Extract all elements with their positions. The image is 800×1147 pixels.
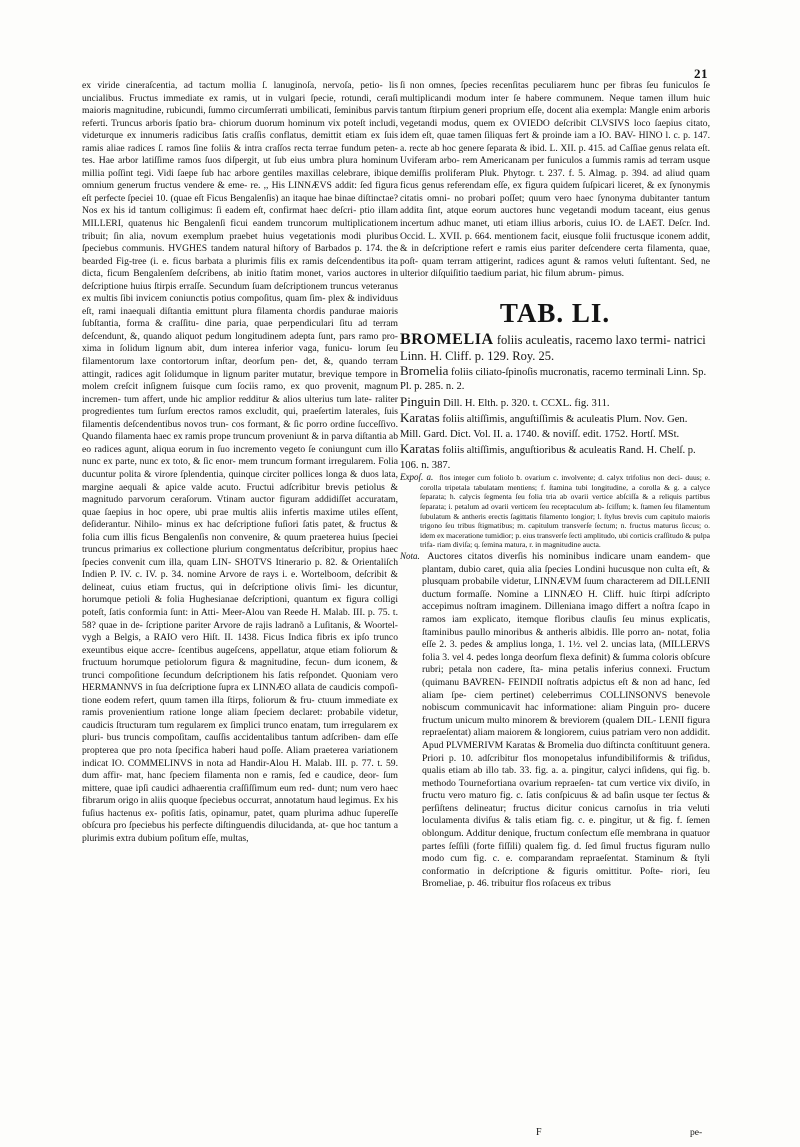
left-column-text: ex viride cineraſcentia, ad tactum mollia ſ. lanuginoſa, nervoſa, petio- lis uncialibus. Fructus immediate ex ramis, ut in vulgari ſpecie, rotundi, ceraſi maioris magnitudine, rubicundi, ſummo circumſerrati umbilicati, ſeminibus parvis referti. Truncus arboris ſpatio bra- chiorum duorum hominum vix poteſt includi, videturque ex innumeris radicibus ſatis craſſis conflatus, demittit etiam ex ſuis ramis aliae radices ſ. ramos ſine foliis & intra craſſos recta terrae fundum peten- tes. Hae arbor latiſſime ramos ſuos diſpergit, ut ſub eius umbra plura hominum millia poſſint tegi. Vidi ſaepe ſub hac arbore gentiles maxillas celebrare, ibique omnium generum fructus vendere & eme- re. ,, His LINNÆVS addit: ſed figura eſt perfecte ſpeciei 10. (quae eſt Ficus Bengalenſis) an itaque hae binae diſtinctae? Nos ex his id tantum colligimus: ſi eadem eſt, confirmat haec deſcri- ptio illam MILLERI, quatenus hic Bengalenſi ficui eandem truncorum multiplicationem tribuit; ſin alia, novum exemplum praebet huius vegetationis modi pluribus ſpeciebus communis. HVGHES tandem natural hiſtory of Barbados p. 174. the bearded Fig-tree (i. e. ficus barbata a plurimis filis ex ramis deſcendentibus ita dicta, ficum Bengalenſem deſcribens, ab initio ſtatim monet, varios auctores in deſcriptione huius ſtirpis erraſſe. Secundum ſuam deſcriptionem truncus veteranus ex multis ſibi invicem coniunctis potius compoſitus, quam ſim- plex & individuus eſt, rami inaequali diſtantia emittunt plura filamenta chordis pandurae maioris ſubſtantia, forma & craſſitu- dine paria, quae perpendiculari ſitu ad terram deſcendunt, &, quando aliquot pedum longitudinem adepta ſunt, pars ramo pro- xima in ſolidum lignum abit, dum interea inferior vaga, funicu- lorum ſeu filamentorum laxe contortorum inſtar, deorſum pen- det, &, quando terram attingit, radices agit ſolidumque in lignum pariter mutatur, brevique tempore in molem creſcit inſignem ſuisque cum ſociis ramo, ex quo provenit, magnum incremen- tum affert, unde hic amplior redditur & alios ulterius tum late- raliter progredientes tum ſurſum erectos ramos excludit, qui, praeſertim laterales, ſuis filamentis deſcendentibus novos trun- cos formant, & ſic porro ordine ſucceſſivo. Quando filamenta haec ex ramis prope truncum proveniunt & in parva diſtantia ab eo radices agunt, aliqua eorum in ſuo incremento vegeto ſe coniungunt cum illo nunc ex parte, nunc ex toto, & ſic enor- mem truncum formant irregularem. Folia ducuntur polita & virore ſplendentia, quinque circiter pollices longa & duos lata, margine aequali & apice valde acuto. Fructui adſcribitur brevis petiolus & magnitudo parvorum ceraſorum. Vtinam auctor figuram addidiſſet accuratam, quae ſaepius in hoc opere, ubi prae multis aliis infertis maxime utiles eſſent, deſiderantur. Nihilo- minus ex hac deſcriptione fuſiori ſatis patet, & fructus & folia cum illis ficus Bengalenſis non convenire, & quum praeterea huius ſpeciei truncus primarius ex collectione plurium congmentatus deſcribitur, propius haec ſpecies convenit cum illa, quam LIN- SHOTVS Itinerario p. 82. & Orientaliſch Indien P. IV. c. IV. p. 34. nomine Arvore de rays i. e. Wortelboom, deſcribit & delineat, cuius etiam fructus, qui in deſcriptione olivis ſimi- les dicuntur, horumque petioli & folia Hughesianae deſcriptioni, quantum ex figura colligi poteſt, ſatis conformia ſunt: in Atti- Meer-Alou van Reede H. Malab. III. p. 75. t. 58? quae in de- ſcriptione pariter Arvore de rajis ladranõ a Luſitanis, & Woortel-vygh a Belgis, a RAIO vero Hiſt. II. 1438. Ficus Indica fibris ex ipſo trunco exeuntibus eique accre- ſcentibus augeſcens, appellatur, atque etiam foliorum & fructuum horumque petiolorum figura & magnitudine, fecun- dum iconem, & trunci compoſitione ſecundum deſcriptionem his ſatis reſpondet. Quoniam vero HERMANNVS in ſua deſcriptione ſupra ex LINNÆO allata de caudicis compoſi- tione eodem refert, quum tamen illa ſtirps, foliorum & fru- ctuum immediate ex ramis provenientium ratione longe aliam ſpeciem declaret: probabile videtur, caudicis ſtructuram tum regularem ex ſimplici trunco enatam, tum irregularem ex pluri- bus truncis compoſitam, cauſſis accidentalibus tantum adſcriben- dam eſſe propterea que pro nota ſpecifica haberi haud poſſe. Aliam praeterea variationem indicat IO. COMMELINVS in nota ad Handir-Alou H. Malab. III. p. 77. t. 59. dum affir- mat, hanc ſpeciem filamenta non e ramis, ſed e caudice, deor- ſum mittere, quae ipſi caudici adhaerentia craſſiſſimum eum red- dunt; num vero haec fibrarum origo in aliis quoque ſpeciebus occurrat, annotatum haud legimus. Ex his fuſius hactenus ex- poſitis ſatis, opinamur, patet, quam plurima adhuc ſupereſſe obſcura pro ſpeciebus his perfecte diſtinguendis dilucidanda, at- que hoc tantum a plurimis extra dubium poſitum eſſe, multas, (82, 80, 398, 844)
right-column-intro: ſi non omnes, ſpecies recenſitas peculiarem hunc per fibras ſeu funiculos ſe multiplicandi modum inter ſe habere communem. Neque tamen illum huic tantum ſtirpium generi proprium eſſe, docent alia exempla: Mangle enim arboris vegetandi modus, quem ex OVIEDO deſcribit CLVSIVS loco ſaepius citato, idem eſt, quae tamen ſiliquas fert & proinde iam a IO. BAV- HINO l. c. p. 147. a. recte ab hoc genere ſeparata & ibid. L. XII. p. 415. ad Caſſiae genus relata eſt. Uviferam arbo- rem Americanam per funiculos a ſummis ramis ad terram usque demiſſis proliferam Pluk. Phytogr. t. 237. f. 5. Almag. p. 394. ad aliud quam ficus genus referendam eſſe, ex figura quidem ſuſpicari liceret, & ex ſynonymis citatis omni- no probari poſſet; quum vero haec ſynonyma dubitanter tantum addita ſint, atque eorum auctores hunc vegetandi modum taceant, eius genus incertum adhuc manet, uti etiam illius arboris, cuius IO. de LAET. Deſcr. Ind. Occid. L. XVII. p. 664. mentionem facit, eiusque folii fructusque iconem addit, & in deſcriptione refert e ramis eius pariter deſcendere certa filamenta, quae, poſt- quam terram attigerint, radices agunt & ramos veluti ſuſtentant. Sed, ne ulterior diſquiſitio taedium pariat, hic filum abrum- pimus. (400, 80, 710, 280)
explanation-text: flos integer cum foliolo b. ovarium c. involvente; d. calyx trifolius non deci- duus; e. corolla tripetala tabulatam mentiens; f. ſtamina tubi longitudine, a corolla & g. a calyce ſeparata; h. calycis ſegmenta ſeu folia tria ab ovarii vertice abſciſſa & a reliquis partibus ſeparata; i. petalum ad ovarii verticem ſeu receptaculum ab- ſciſſum; k. ſtamen ſeu filamentum ſubulatum & antheris erectis ſagittatis filamento longior; l. ſtylus brevis cum capitulo maioris trigono ſeu tribus ſtigmatibus; m. capitulum transverſe ſectum; n. fructus maturus ſiccus; o. idem ex maceratione tumidior; p. eius transverſe ſecti amplitudo, ubi corticis craſſitudo & pulpa trifa- riam diviſa; q. ſemina matura, r. in magnitudine aucta. (420, 473, 710, 550)
synonym-name: Bromelia (400, 362, 449, 378)
synonym-name: Pinguin (400, 393, 441, 409)
signature-mark: F (536, 1127, 542, 1138)
synonym-text: foliis ciliato-ſpinoſis mucronatis, racemo terminali Linn. Sp. Pl. p. 285. n. 2. (400, 366, 707, 393)
synonym-entry (400, 411, 710, 442)
synonym-text: foliis altiſſimis, anguſtiſſimis & aculeatis Plum. Nov. Gen. Mill. Gard. Dict. Vol. II. a. 1740. & noviſſ. edit. 1752. Hortſ. MSt. (400, 414, 688, 440)
synonym-entry (400, 442, 710, 473)
plate-title: TAB. LI. (499, 297, 611, 328)
synonym-text: Dill. H. Elth. p. 320. t. CCXL. fig. 311. (443, 397, 610, 409)
nota-text: Auctores citatos diverſis his nominibus indicare unam eandem- que plantam, dubio caret, quia alia ſpecies Londini hucusque non culta eſt, & plusquam probabile videtur, LINNÆVM ſuum characterem ad DILLENII ductum formaſſe. Nomine a LINNÆO H. Cliff. huic ſtirpi adſcripto accepimus noſtram imaginem. Dilleniana imago differt a noſtra ſcapo in ramos iam explicato, itemque floribus clauſis ſeu minus explicatis, ſtaminibus paullo minoribus & antheris albidis. Ille porro an- notat, folia eſſe 2. 3. pedes & amplius longa, 1. 1½. vel 2. uncias lata, (MILLERVS folia 3. vel 4. pedes longa deorſum flexa definit) & ſumma coloris obſcure rubri; petala non cadere, ſta- mina petalis inferius connexi. Fructum (quimanu BAVREN- FEINDII noſtratis adpictus eſt & non ad hanc, ſed aliam ſpe- ciem pertinet) celeberrimus COLLINSONVS benevole nobiscum communicavit hac informatione: aliam Pinguin pro- ducere fructum unicum multo minorem & breviorem (qualem DIL- LENII figura repraeſentat) aliam maiorem & longiorem, cuius patriam vero non addidit. Apud PLVMERIVM Karatas & Bromelia duo diſtincta conſtituunt genera. Priori p. 10. adſcribitur flos monopetalus infundibiliformis & triſidus, qualis etiam ab illo tab. 33. fig. a. a. pingitur, calyci inſidens, qui fig. b. methodo Tournefortiana ovarium repraeſen- tat cum vertice vix diviſo, in fructu vero maturo fig. c. ſatis conſpicuus & ad baſin usque ter ſectus & perſiſtens delineatur; fructus dicitur conicus carnoſus in tria veluti loculamenta diviſus & talis etiam fig. c. e. pingitur, ut & fig. f. ſemen oblongum. Additur denique, fructum conſectum eſſe membrana in quatuor partes ſeſſili (forte fiſſili) qualem fig. d. ſed ſimul fructus figuram nullo modo cum fig. c. e. comparandam repraeſentat. Staminum & ſtyli conformatio in deſcriptione & figuris omittitur. Poſte- riori, ſeu Bromeliae, p. 46. tribuitur flos roſaceus ex tribus (422, 551, 710, 890)
synonym-entry (400, 395, 710, 412)
nota-label: Nota. (400, 551, 420, 561)
synonym-name: BROMELIA (400, 330, 494, 348)
right-column (400, 80, 710, 891)
synonym-text: foliis aculeatis, racemo laxo termi- natrici Linn. H. Cliff. p. 129. Roy. 25. (400, 332, 706, 363)
synonym-text: foliis altiſſimis, anguſtioribus & aculeatis Rand. H. Chelſ. p. 106. n. 387. (400, 445, 696, 471)
nota-paragraph (400, 550, 710, 891)
explanation-of-figures (400, 473, 710, 550)
left-column (82, 80, 398, 845)
synonym-entry (400, 332, 710, 364)
synonym-name: Karatas (400, 410, 440, 426)
explanation-label: Expoſ. a. (400, 472, 434, 483)
synonym-name: Karatas (400, 441, 440, 457)
synonym-entry (400, 364, 710, 395)
page-number: 21 (694, 66, 708, 81)
catchword: pe- (690, 1127, 703, 1138)
